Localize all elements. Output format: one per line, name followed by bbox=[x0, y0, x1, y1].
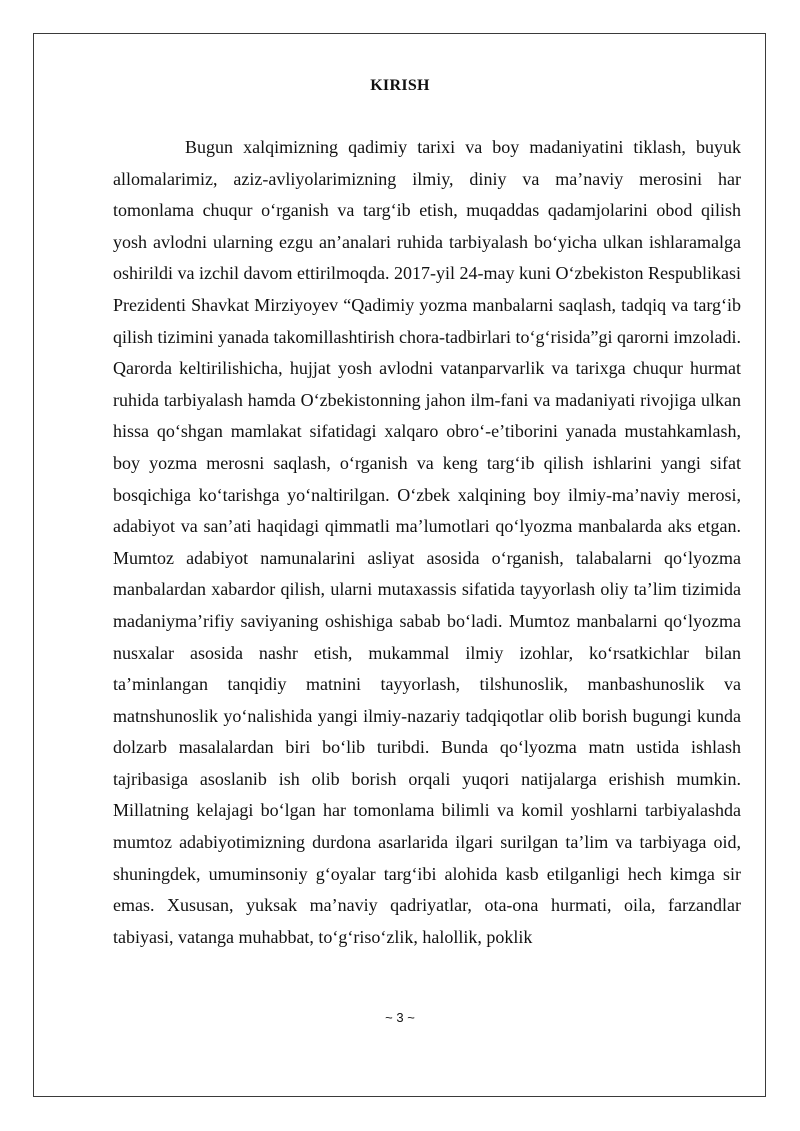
body-paragraph: Bugun xalqimizning qadimiy tarixi va boy madaniyatini tiklash, buyuk allomalarimiz, aziz-avliyolarimizning ilmiy, diniy va ma’naviy merosini har tomonlama chuqur o‘rganish va targ‘ib etish, muqaddas qadamjolarini obod qilish yosh avlodni ularning ezgu an’analari ruhida tarbiyalash bo‘yicha ulkan ishlaramalga oshirildi va izchil davom ettirilmoqda. 2017-yil 24-may kuni O‘zbekiston Respublikasi Prezidenti Shavkat Mirziyoyev “Qadimiy yozma manbalarni saqlash, tadqiq va targ‘ib qilish tizimini yanada takomillashtirish chora-tadbirlari to‘g‘risida”gi qarorni imzoladi. Qarorda keltirilishicha, hujjat yosh avlodni vatanparvarlik va tarixga chuqur hurmat ruhida tarbiyalash hamda O‘zbekistonning jahon ilm-fani va madaniyati rivojiga ulkan hissa qo‘shgan mamlakat sifatidagi xalqaro obro‘-e’tiborini yanada mustahkamlash, boy yozma merosni saqlash, o‘rganish va keng targ‘ib qilish ishlarini yangi sifat bosqichiga ko‘tarishga yo‘naltirilgan. O‘zbek xalqining boy ilmiy-ma’naviy merosi, adabiyot va san’ati haqidagi qimmatli ma’lumotlari qo‘lyozma manbalarda aks etgan. Mumtoz adabiyot namunalarini asliyat asosida o‘rganish, talabalarni qo‘lyozma manbalardan xabardor qilish, ularni mutaxassis sifatida tayyorlash oliy ta’lim tizimida madaniyma’rifiy saviyaning oshishiga sabab bo‘ladi. Mumtoz manbalarni qo‘lyozma nusxalar asosida nashr etish, mukammal ilmiy izohlar, ko‘rsatkichlar bilan ta’minlangan tanqidiy matnini tayyorlash, tilshunoslik, manbashunoslik va matnshunoslik yo‘nalishida yangi ilmiy-nazariy tadqiqotlar olib borish bugungi kunda dolzarb masalalardan biri bo‘lib turibdi. Bunda qo‘lyozma matn ustida ishlash tajribasiga asoslanib ish olib borish orqali yuqori natijalarga erishish mumkin. Millatning kelajagi bo‘lgan har tomonlama bilimli va komil yoshlarni tarbiyalashda mumtoz adabiyotimizning durdona asarlarida ilgari surilgan ta’lim va tarbiyaga oid, shuningdek, umuminsoniy g‘oyalar targ‘ibi alohida kasb etilganligi hech kimga sir emas. Xususan, yuksak ma’naviy qadriyatlar, ota-ona hurmati, oila, farzandlar tabiyasi, vatanga muhabbat, to‘g‘riso‘zlik, halollik, poklik bbox=[113, 137, 741, 947]
page-number: ~ 3 ~ bbox=[385, 1010, 415, 1025]
section-heading: KIRISH bbox=[370, 77, 430, 94]
